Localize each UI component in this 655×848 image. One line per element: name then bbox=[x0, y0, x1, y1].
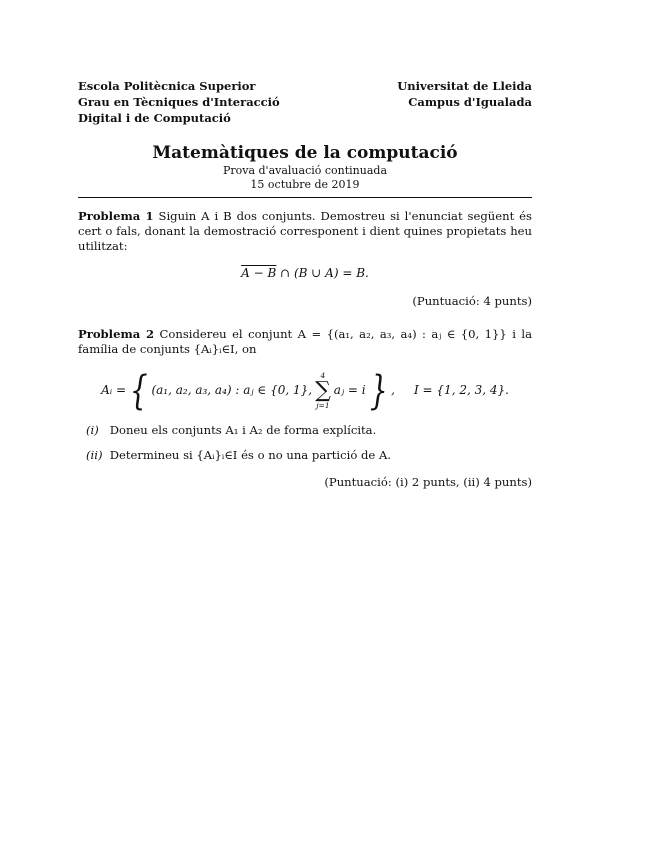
degree-line-1: Grau en Tècniques d'Interacció bbox=[78, 95, 280, 109]
page-title: Matemàtiques de la computació bbox=[152, 143, 458, 163]
right-brace: } bbox=[369, 367, 388, 414]
title-block bbox=[78, 142, 532, 192]
exam-date: 15 octubre de 2019 bbox=[250, 178, 360, 191]
degree-line-2: Digital i de Computació bbox=[78, 111, 231, 125]
school-name: Escola Politècnica Superior bbox=[78, 79, 256, 93]
item-label: (ii) bbox=[86, 448, 103, 463]
item-text: Determineu si {Aᵢ}ᵢ∈I és o no una partició de A. bbox=[109, 448, 392, 463]
display-tail: , I = {1, 2, 3, 4}. bbox=[391, 383, 509, 398]
list-item bbox=[86, 423, 532, 438]
equation-rest: ∩ (B ∪ A) = B. bbox=[276, 266, 369, 281]
list-item bbox=[86, 448, 532, 463]
left-brace: { bbox=[129, 367, 148, 414]
sigma-icon: ∑ bbox=[315, 377, 331, 403]
university-name: Universitat de Lleida bbox=[397, 79, 532, 93]
display-inner: (a₁, a₂, a₃, a₄) : aⱼ ∈ {0, 1}, bbox=[151, 383, 313, 398]
header bbox=[78, 78, 532, 126]
sum-upper-limit: 4 bbox=[320, 371, 326, 381]
title-rule bbox=[78, 197, 532, 198]
summation bbox=[315, 372, 331, 409]
item-label: (i) bbox=[86, 422, 99, 437]
problem-2-display-equation bbox=[78, 367, 532, 414]
exam-page bbox=[78, 78, 532, 490]
problem-1-score: (Puntuació: 4 punts) bbox=[412, 293, 532, 308]
problem-1-equation bbox=[78, 266, 532, 282]
problem-2-label: Problema 2 bbox=[78, 326, 155, 341]
display-lhs: Aᵢ = bbox=[101, 383, 127, 398]
equation-overline-term: A − B bbox=[241, 266, 277, 281]
problem-1 bbox=[78, 209, 532, 254]
subtitle: Prova d'avaluació continuada bbox=[222, 164, 388, 177]
item-text: Doneu els conjunts A₁ i A₂ de forma explícita. bbox=[109, 422, 377, 437]
problem-1-text: Siguin A i B dos conjunts. Demostreu si l'enunciat següent és cert o fals, donant la demostració corresponent i dient quines propietats heu utilitzat: bbox=[78, 209, 532, 254]
sum-lower-limit: j=1 bbox=[316, 400, 330, 410]
header-left bbox=[78, 78, 280, 126]
problem-1-label: Problema 1 bbox=[78, 209, 154, 223]
problem-2-text: Considereu el conjunt A = {(a₁, a₂, a₃, a₄) : aⱼ ∈ {0, 1}} i la família de conjunts {Aᵢ}ᵢ∈I, on bbox=[78, 326, 532, 356]
problem-2-score: (Puntuació: (i) 2 punts, (ii) 4 punts) bbox=[324, 475, 532, 490]
problem-2 bbox=[78, 327, 532, 357]
header-right bbox=[397, 78, 532, 126]
campus-name: Campus d'Igualada bbox=[408, 95, 532, 109]
sum-body: aⱼ = i bbox=[333, 383, 366, 398]
